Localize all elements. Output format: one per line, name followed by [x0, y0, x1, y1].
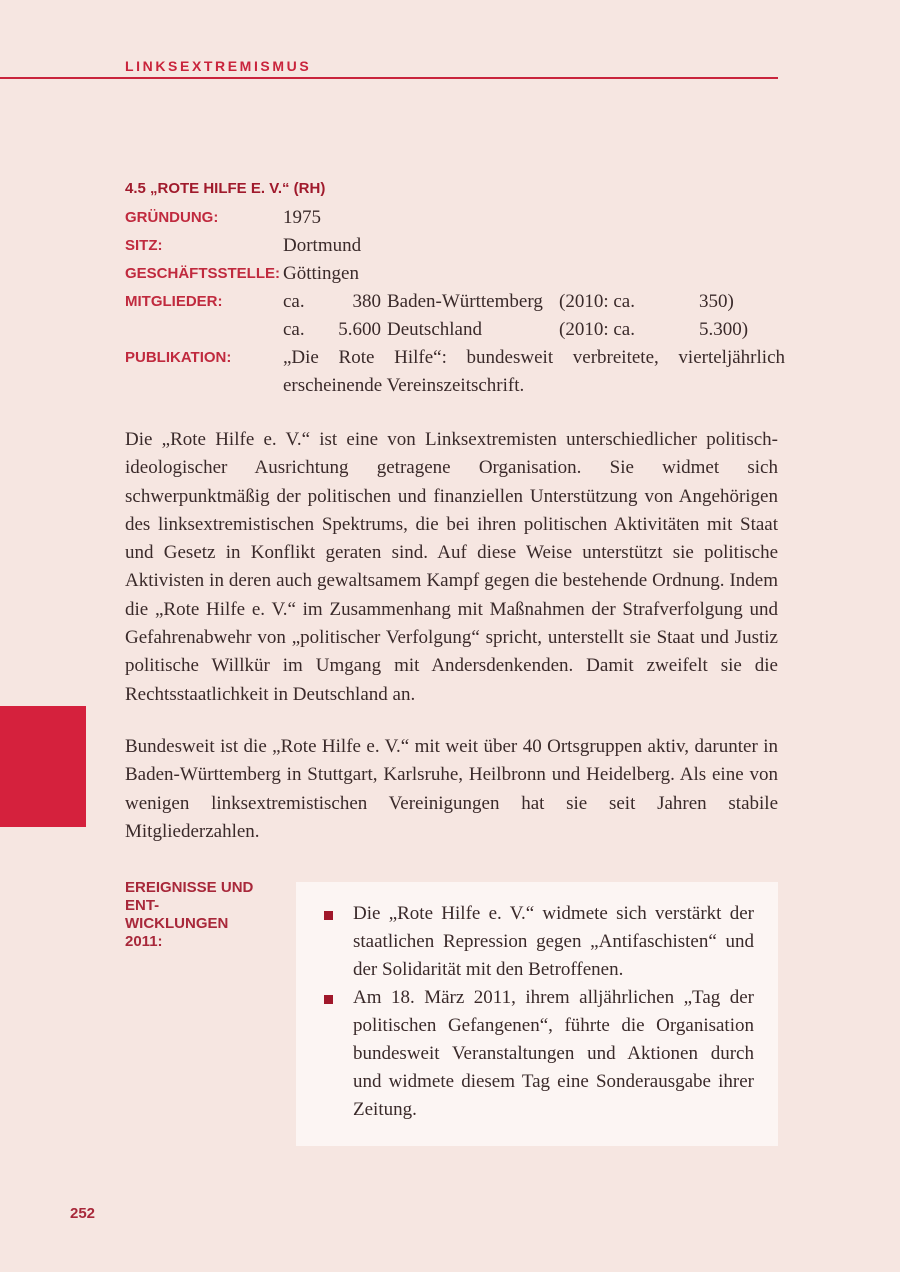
fact-office: [125, 260, 785, 288]
prev-count: 350): [699, 291, 734, 312]
fact-members-2: [125, 316, 785, 344]
running-header: LINKSEXTREMISMUS: [125, 58, 312, 74]
prev-year: (2010: ca.: [559, 291, 635, 312]
fact-label: GESCHÄFTSSTELLE:: [125, 265, 281, 282]
body-paragraph: Bundesweit ist die „Rote Hilfe e. V.“ mit weit über 40 Ortsgruppen aktiv, darunter in Baden-Württemberg in Stuttgart, Karlsruhe, Heilbronn und Heidelberg. Als eine von wenigen linksextremistischen Vereinigungen hat sie seit Jahren stabile Mitgliederzahlen.: [125, 736, 778, 842]
square-bullet-icon: [324, 911, 333, 920]
page-number: 252: [70, 1205, 96, 1222]
fact-seat: [125, 232, 785, 260]
fact-value: 1975: [283, 207, 321, 228]
region: Baden-Württemberg: [387, 291, 543, 312]
section-title: 4.5 „ROTE HILFE E. V.“ (RH): [125, 180, 326, 197]
fact-value: „Die Rote Hilfe“: bundesweit verbreitete, vierteljährlich erscheinende Vereinszeitschrift.: [283, 347, 785, 396]
ca: ca.: [283, 319, 305, 340]
fact-members-1: [125, 288, 785, 316]
fact-label: GRÜNDUNG:: [125, 209, 219, 226]
member-count: 5.600: [338, 319, 381, 340]
ca: ca.: [283, 291, 305, 312]
header-rule: [0, 77, 778, 79]
square-bullet-icon: [324, 995, 333, 1004]
body-paragraph: Die „Rote Hilfe e. V.“ ist eine von Linksextremisten unterschiedlicher politisch-ideologischer Ausrichtung getragene Organisation. Sie widmet sich schwerpunktmäßig der politischen und finanziellen Unterstützung von Angehörigen des linksextremistischen Spektrums, die bei ihren politischen Aktivitäten mit Staat und Gesetz in Konflikt geraten sind. Auf diese Weise unterstützt sie politische Aktivisten in deren auch gewaltsamem Kampf gegen die bestehende Ordnung. Indem die „Rote Hilfe e. V.“ im Zusammenhang mit Maßnahmen der Strafverfolgung und Gefahrenabwehr von „politischer Verfolgung“ spricht, unterstellt sie Staat und Justiz politische Willkür im Umgang mit Andersdenkenden. Damit zweifelt sie die Rechtsstaatlichkeit in Deutschland an.: [125, 429, 778, 705]
region: Deutschland: [387, 319, 482, 340]
fact-table: [125, 204, 785, 400]
prev-year: (2010: ca.: [559, 319, 635, 340]
events-label: EREIGNISSE UND ENT-WICKLUNGEN 2011:: [125, 879, 254, 950]
fact-founding: [125, 204, 785, 232]
fact-value: Dortmund: [283, 235, 362, 256]
prev-count: 5.300): [699, 319, 749, 340]
events-box: [296, 882, 778, 1146]
fact-publication: [125, 344, 785, 400]
member-count: 380: [352, 291, 381, 312]
fact-label: PUBLIKATION:: [125, 349, 232, 366]
chapter-marker: [0, 706, 86, 827]
fact-label: SITZ:: [125, 237, 163, 254]
event-item: Die „Rote Hilfe e. V.“ widmete sich verstärkt der staatlichen Repression gegen „Antifaschisten“ und der Solidarität mit den Betroffenen.: [353, 900, 754, 984]
fact-label: MITGLIEDER:: [125, 293, 223, 310]
fact-value: Göttingen: [283, 263, 359, 284]
event-item: Am 18. März 2011, ihrem alljährlichen „Tag der politischen Gefangenen“, führte die Organisation bundesweit Veranstaltungen und Aktionen durch und widmete diesem Tag eine Sonderausgabe ihrer Zeitung.: [353, 984, 754, 1124]
